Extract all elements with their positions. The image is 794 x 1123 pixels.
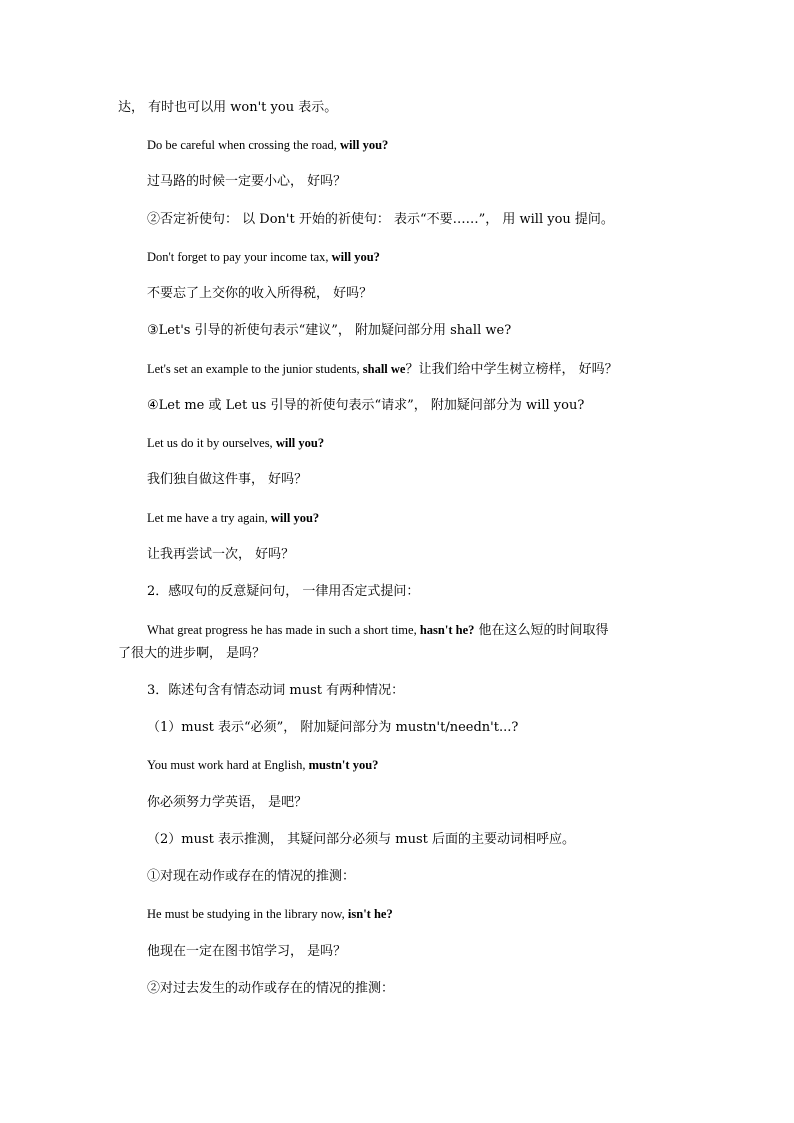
example-sentence-continuation: 了很大的进步啊， 是吗？	[118, 646, 266, 661]
rule-line: （2）must 表示推测， 其疑问部分必须与 must 后面的主要动词相呼应。	[147, 832, 575, 847]
example-sentence: Don't forget to pay your income tax, will you?	[147, 250, 380, 264]
paragraph-line: 达， 有时也可以用 won't you 表示。	[118, 100, 338, 115]
translation-line: 我们独自做这件事， 好吗？	[147, 472, 308, 487]
translation-line: 不要忘了上交你的收入所得税， 好吗？	[147, 286, 373, 301]
example-sentence: Do be careful when crossing the road, will you?	[147, 138, 389, 152]
rule-line: （1）must 表示“必须”， 附加疑问部分为 mustn't/needn't...?	[147, 720, 519, 735]
example-sentence: You must work hard at English, mustn't you?	[147, 758, 379, 772]
section-heading: 2．感叹句的反意疑问句， 一律用否定式提问：	[147, 584, 420, 599]
rule-line: ②对过去发生的动作或存在的情况的推测：	[147, 981, 395, 996]
example-sentence: What great progress he has made in such a short time, hasn't he? 他在这么短的时间取得	[147, 623, 609, 638]
rule-line: ④Let me 或 Let us 引导的祈使句表示“请求”， 附加疑问部分为 will you?	[147, 398, 585, 413]
example-sentence: Let us do it by ourselves, will you?	[147, 436, 325, 450]
rule-line: ③Let's 引导的祈使句表示“建议”， 附加疑问部分用 shall we?	[147, 323, 512, 338]
example-sentence: Let me have a try again, will you?	[147, 511, 320, 525]
rule-line: ①对现在动作或存在的情况的推测：	[147, 869, 356, 884]
translation-line: 让我再尝试一次， 好吗？	[147, 547, 295, 562]
section-heading: 3．陈述句含有情态动词 must 有两种情况：	[147, 683, 405, 698]
example-sentence: He must be studying in the library now, isn't he?	[147, 907, 393, 921]
translation-line: 过马路的时候一定要小心， 好吗？	[147, 174, 347, 189]
translation-line: 你必须努力学英语， 是吧？	[147, 795, 308, 810]
example-sentence: Let's set an example to the junior students, shall we？让我们给中学生树立榜样， 好吗？	[147, 362, 618, 377]
translation-line: 他现在一定在图书馆学习， 是吗？	[147, 944, 347, 959]
rule-line: ②否定祈使句： 以 Don't 开始的祈使句： 表示“不要……”， 用 will you 提问。	[147, 212, 614, 227]
